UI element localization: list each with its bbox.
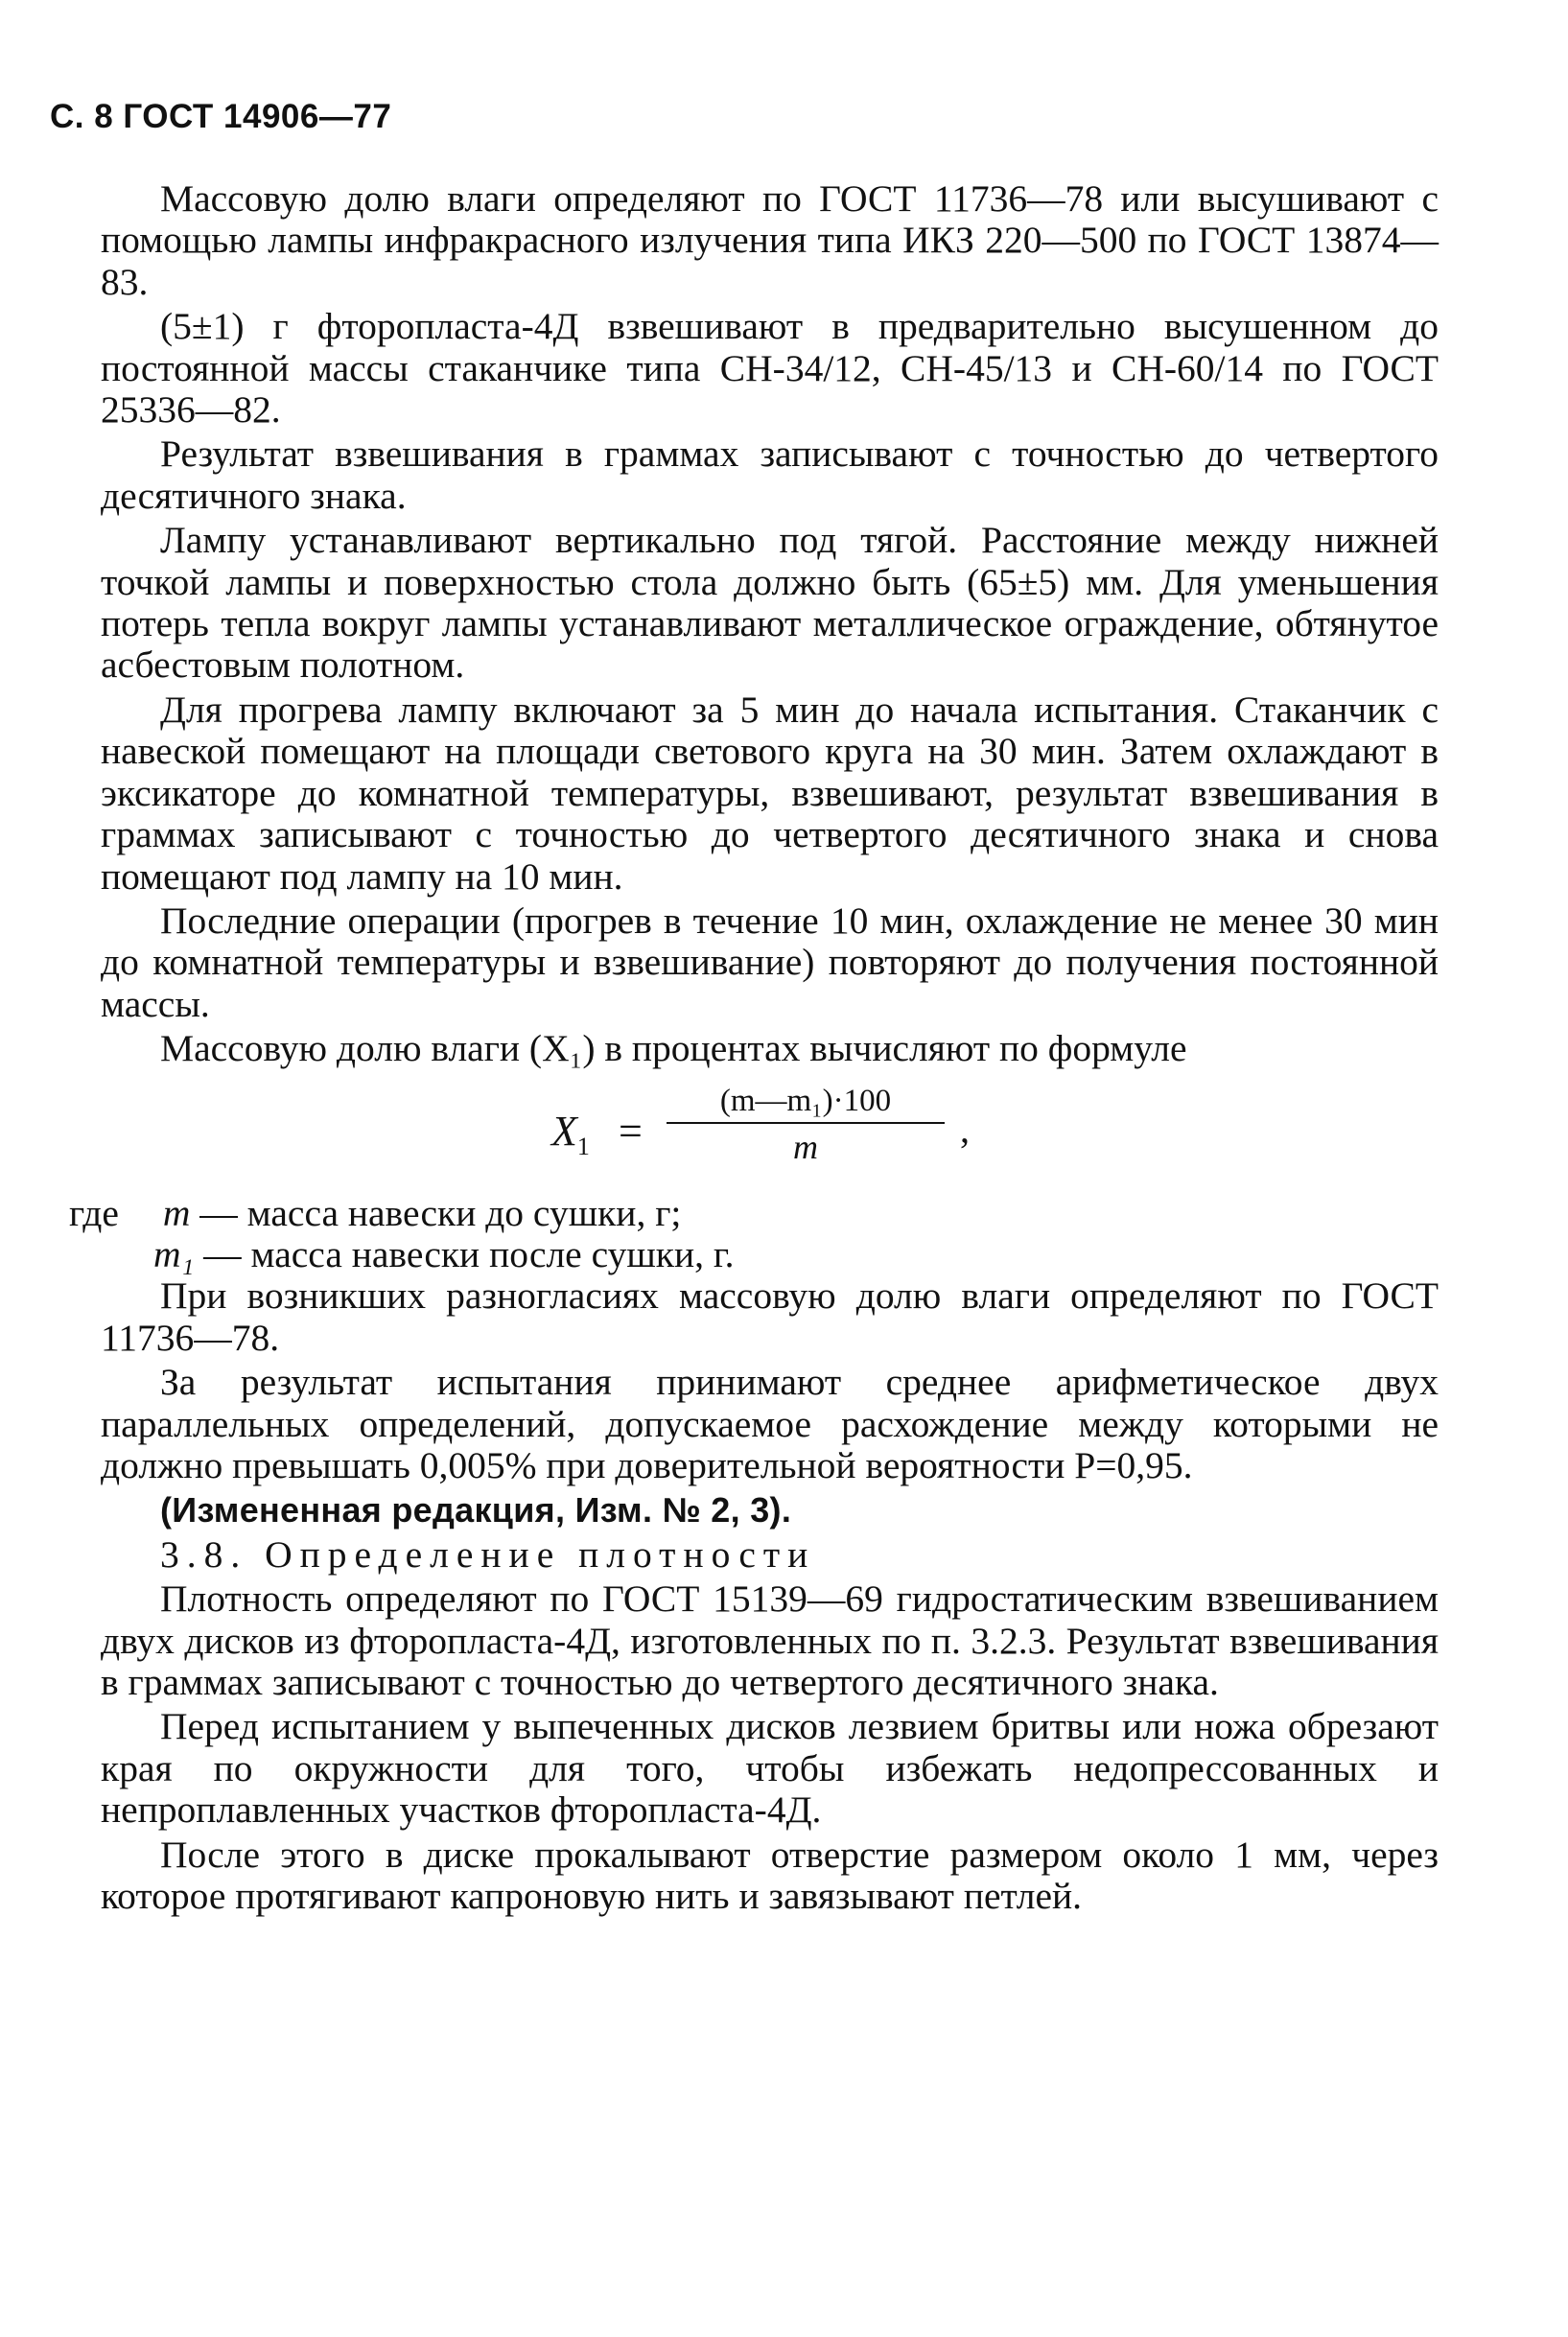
paragraph-repeat-operations: Последние операции (прогрев в течение 10 мин, охлаждение не менее 30 мин до комнатной температуры и взвешивание) повторяют до получения постоянной массы. — [101, 899, 1439, 1025]
paragraph-formula-intro: Массовую долю влаги (X₁) в процентах вычисляют по формуле — [160, 1027, 1187, 1070]
legend-row-m1: m₁ — масса навески после сушки, г. — [153, 1232, 735, 1275]
paragraph-revision-note: (Измененная редакция, Изм. № 2, 3). — [160, 1490, 792, 1531]
moisture-formula — [101, 1080, 1439, 1185]
paragraph-disagreement: При возникших разногласиях массовую долю влаги определяют по ГОСТ 11736—78. — [101, 1274, 1439, 1359]
paragraph-heating-procedure: Для прогрева лампу включают за 5 мин до начала испытания. Стаканчик с навеской помещают на площади светового круга на 30 мин. Затем охлаждают в эксикаторе до комнатной температуры, взвешивают, результат взвешивания в граммах записывают с точностью до четвертого десятичного знака и снова помещают под лампу на 10 мин. — [101, 688, 1439, 898]
paragraph-lamp-setup: Лампу устанавливают вертикально под тягой. Расстояние между нижней точкой лампы и поверхностью стола должно быть (65±5) мм. Для уменьшения потерь тепла вокруг лампы устанавливают металлическое ограждение, обтянутое асбестовым полотном. — [101, 519, 1439, 687]
fraction-bar — [667, 1122, 945, 1124]
paragraph-disk-threading: После этого в диске прокалывают отверстие размером около 1 мм, через которое протягивают капроновую нить и завязывают петлей. — [101, 1833, 1439, 1918]
paragraph-sample-weighing: (5±1) г фторопласта-4Д взвешивают в предварительно высушенном до постоянной массы стаканчике типа СН-34/12, СН-45/13 и СН-60/14 по ГОСТ 25336—82. — [101, 305, 1439, 432]
page-header: С. 8 ГОСТ 14906—77 — [50, 98, 392, 135]
formula-legend — [69, 1191, 1439, 1276]
formula-numerator: (m—m₁)·100 — [719, 1083, 892, 1118]
document-body — [69, 177, 1439, 1920]
formula-denominator: m — [793, 1127, 818, 1166]
formula-lhs: $X_1$ — [551, 1107, 590, 1160]
paragraph-disk-trimming: Перед испытанием у выпеченных дисков лезвием бритвы или ножа обрезают края по окружности для того, чтобы избежать недопрессованных и непроплавленных участков фторопласта-4Д. — [101, 1705, 1439, 1832]
paragraph-weighing-precision: Результат взвешивания в граммах записывают с точностью до четвертого десятичного знака. — [101, 432, 1439, 517]
paragraph-density-method: Плотность определяют по ГОСТ 15139—69 гидростатическим взвешиванием двух дисков из фторопласта-4Д, изготовленных по п. 3.2.3. Результат взвешивания в граммах записывают с точностью до четвертого десятичного знака. — [101, 1577, 1439, 1703]
formula-equals: = — [619, 1107, 643, 1155]
paragraph-result-definition: За результат испытания принимают среднее арифметическое двух параллельных определений, допускаемое расхождение между которыми не должно превышать 0,005% при доверительной вероятности P=0,95. — [101, 1361, 1439, 1486]
paragraph-moisture-method: Массовую долю влаги определяют по ГОСТ 11736—78 или высушивают с помощью лампы инфракрасного излучения типа ИКЗ 220—500 по ГОСТ 13874—83. — [101, 177, 1439, 303]
legend-row-m: где m — масса навески до сушки, г; — [69, 1191, 682, 1234]
formula-comma: , — [960, 1107, 970, 1151]
formula-fraction — [667, 1082, 945, 1166]
section-heading-density: 3.8. Определение плотности — [160, 1532, 816, 1576]
